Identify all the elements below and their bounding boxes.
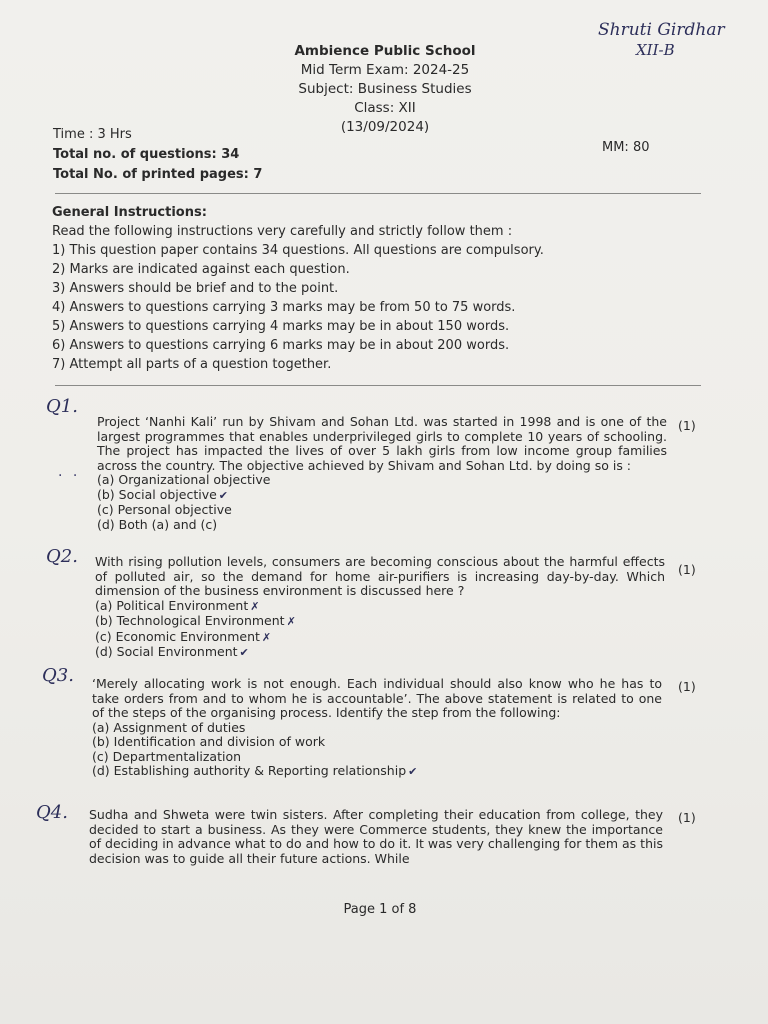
- question-number: Q1.: [46, 396, 78, 417]
- option-d: (d) Social Environment ✔: [95, 644, 249, 659]
- option-c: (c) Economic Environment ✗: [95, 628, 272, 644]
- handwritten-student-name: Shruti Girdhar: [598, 20, 725, 40]
- question-2: [95, 555, 665, 661]
- question-marks: (1): [678, 810, 696, 825]
- page-number: Page 1 of 8: [343, 902, 417, 917]
- exam-meta: [53, 125, 262, 185]
- total-questions: Total no. of questions: 34: [53, 147, 240, 162]
- exam-title: Mid Term Exam: 2024-25: [300, 62, 470, 78]
- option-a: (a) Political Environment ✗: [95, 597, 260, 613]
- option-a: (a) Assignment of duties: [92, 719, 246, 735]
- question-number: Q3.: [42, 665, 74, 686]
- cross-icon: ✗: [261, 630, 272, 644]
- question-1: [97, 415, 667, 532]
- total-pages: Total No. of printed pages: 7: [53, 167, 263, 182]
- general-instructions: [52, 203, 672, 374]
- question-text: With rising pollution levels, consumers are becoming conscious about the harmful effects of polluted air, so the demand for home air-purifiers is increasing day-by-day. Which dimension of the business environment is discussed here ?: [95, 554, 665, 598]
- instruction-item: 5) Answers to questions carrying 4 marks may be in about 150 words.: [52, 319, 510, 334]
- class-line: Class: XII: [354, 100, 416, 116]
- question-number: Q4.: [36, 802, 68, 823]
- divider-bottom: [55, 385, 701, 386]
- option-c: (c) Personal objective: [97, 502, 232, 517]
- option-b: (b) Identification and division of work: [92, 734, 326, 749]
- option-c: (c) Departmentalization: [92, 748, 242, 764]
- pen-dots: · ·: [58, 468, 81, 484]
- question-text: Project ‘Nanhi Kali’ run by Shivam and Sohan Ltd. was started in 1998 and is one of the largest programmes that enables underprivileged girls to complete 10 years of schooling. The project has impacted the lives of over 5 lakh girls from low income group families across the country. The objective achieved by Shivam and Sohan Ltd. by doing so is :: [97, 414, 667, 473]
- question-3: [92, 677, 662, 780]
- option-d: (d) Both (a) and (c): [97, 516, 218, 532]
- option-d: (d) Establishing authority & Reporting relationship ✔: [92, 763, 418, 778]
- instruction-item: 3) Answers should be brief and to the point.: [52, 281, 339, 296]
- checkmark-icon: ✔: [408, 765, 418, 778]
- instruction-item: 1) This question paper contains 34 questions. All questions are compulsory.: [52, 243, 544, 258]
- question-marks: (1): [678, 562, 696, 577]
- exam-date: (13/09/2024): [340, 119, 430, 135]
- cross-icon: ✗: [250, 599, 260, 613]
- instructions-intro: Read the following instructions very carefully and strictly follow them :: [52, 224, 513, 239]
- option-a: (a) Organizational objective: [97, 472, 271, 487]
- question-4: [89, 808, 663, 866]
- question-marks: (1): [678, 418, 696, 433]
- divider-top: [55, 193, 701, 194]
- time-allowed: Time : 3 Hrs: [53, 127, 132, 142]
- checkmark-icon: ✔: [218, 488, 228, 502]
- instruction-item: 6) Answers to questions carrying 6 marks may be in about 200 words.: [52, 338, 510, 353]
- option-b: (b) Technological Environment ✗: [95, 613, 296, 628]
- cross-icon: ✗: [286, 615, 296, 628]
- question-text: ‘Merely allocating work is not enough. Each individual should also know who he has to take orders from and to whom he is accountable’. The above statement is related to one of the steps of the organising process. Identify the step from the following:: [92, 676, 662, 720]
- question-number: Q2.: [46, 546, 78, 567]
- question-text: Sudha and Shweta were twin sisters. After completing their education from college, they decided to start a business. As they were Commerce students, they knew the importance of deciding in advance what to do and how to do it. It was very challenging for them as this decision was to guide all their future actions. While: [89, 807, 663, 866]
- instruction-item: 2) Marks are indicated against each question.: [52, 262, 350, 277]
- subject-line: Subject: Business Studies: [298, 81, 472, 97]
- instruction-item: 7) Attempt all parts of a question together.: [52, 357, 332, 372]
- handwritten-section: XII-B: [636, 41, 675, 59]
- school-name: Ambience Public School: [294, 43, 476, 59]
- option-b: (b) Social objective ✔: [97, 486, 228, 502]
- instruction-item: 4) Answers to questions carrying 3 marks may be from 50 to 75 words.: [52, 300, 516, 315]
- paper-header: [260, 42, 510, 137]
- max-marks: MM: 80: [602, 140, 650, 155]
- question-marks: (1): [678, 679, 696, 694]
- checkmark-icon: ✔: [239, 646, 249, 659]
- instructions-title: General Instructions:: [52, 205, 207, 220]
